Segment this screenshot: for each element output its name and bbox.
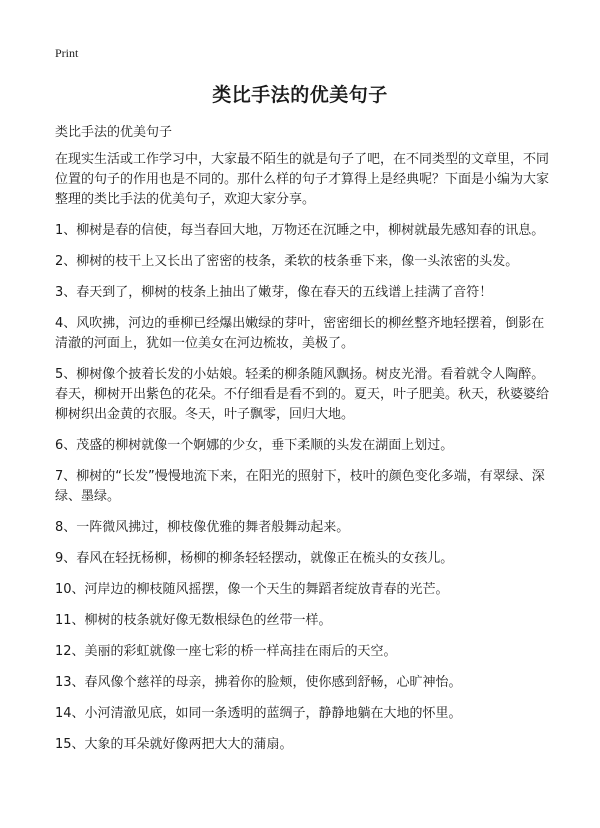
list-item: 7、柳树的“长发”慢慢地流下来，在阳光的照射下，枝叶的颜色变化多端，有翠绿、深绿、墨绿。 xyxy=(55,469,545,504)
list-item: 10、河岸边的柳枝随风摇摆，像一个天生的舞蹈者绽放青春的光芒。 xyxy=(55,582,449,597)
list-item: 5、柳树像个披着长发的小姑娘。轻柔的柳条随风飘扬。树皮光滑。看着就令人陶醉。春天，柳树开出紫色的花朵。不仔细看是看不到的。夏天，叶子肥美。秋天，秋婆婆给柳树织出金黄的衣服。冬天，叶子飘零，回归大地。 xyxy=(55,367,550,422)
list-item: 11、柳树的枝条就好像无数根绿色的丝带一样。 xyxy=(55,613,332,628)
print-link[interactable]: Print xyxy=(55,46,79,60)
page-title: 类比手法的优美句子 xyxy=(212,84,388,106)
intro-paragraph: 在现实生活或工作学习中，大家最不陌生的就是句子了吧，在不同类型的文章里，不同位置的句子的作用也是不同的。那什么样的句子才算得上是经典呢？下面是小编为大家整理的类比手法的优美句子，欢迎大家分享。 xyxy=(55,152,550,207)
list-item: 8、一阵微风拂过，柳枝像优雅的舞者般舞动起来。 xyxy=(55,520,350,535)
list-item: 1、柳树是春的信使，每当春回大地，万物还在沉睡之中，柳树就最先感知春的讯息。 xyxy=(55,223,545,238)
list-item: 13、春风像个慈祥的母亲，拂着你的脸颊，使你感到舒畅，心旷神怡。 xyxy=(55,675,462,690)
list-item: 6、茂盛的柳树就像一个婀娜的少女，垂下柔顺的头发在湖面上划过。 xyxy=(55,438,454,453)
list-item: 9、春风在轻抚杨柳，杨柳的柳条轻轻摆动，就像正在梳头的女孩儿。 xyxy=(55,551,454,566)
list-item: 15、大象的耳朵就好像两把大大的蒲扇。 xyxy=(55,737,293,752)
list-item: 4、风吹拂，河边的垂柳已经爆出嫩绿的芽叶，密密细长的柳丝整齐地轻摆着，倒影在清澈的河面上，犹如一位美女在河边梳妆，美极了。 xyxy=(55,316,545,351)
list-item: 12、美丽的彩虹就像一座七彩的桥一样高挂在雨后的天空。 xyxy=(55,644,397,659)
article-subtitle: 类比手法的优美句子 xyxy=(55,125,173,140)
list-item: 14、小河清澈见底，如同一条透明的蓝绸子，静静地躺在大地的怀里。 xyxy=(55,706,462,721)
list-item: 3、春天到了，柳树的枝条上抽出了嫩芽，像在春天的五线谱上挂满了音符！ xyxy=(55,285,493,300)
list-item: 2、柳树的枝干上又长出了密密的枝条，柔软的枝条垂下来，像一头浓密的头发。 xyxy=(55,254,519,269)
article-body xyxy=(55,150,550,766)
